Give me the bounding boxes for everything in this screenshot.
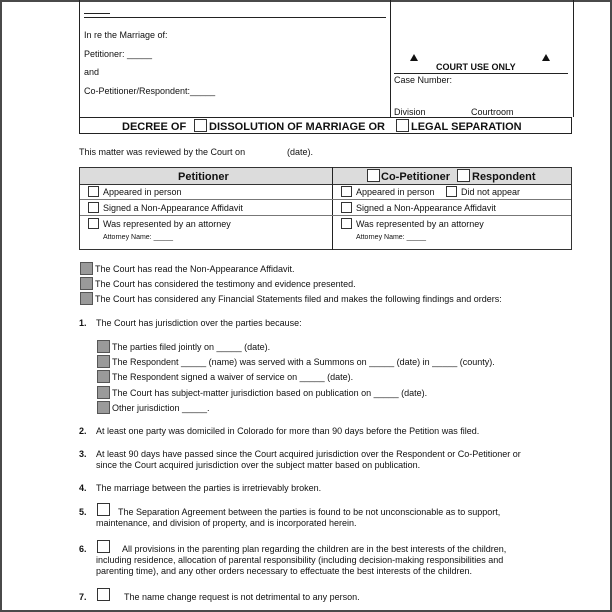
title-part3: LEGAL SEPARATION [411, 121, 522, 133]
respondent-affidavit-checkbox[interactable] [341, 202, 352, 213]
jurisdiction-other-checkbox[interactable] [97, 401, 110, 414]
co-petitioner-header: Co-Petitioner [381, 171, 451, 183]
division-label: Division [394, 107, 426, 117]
court-use-line [394, 73, 568, 74]
dissolution-checkbox[interactable] [194, 119, 207, 132]
item-6-text-line2: including residence, allocation of parental responsibility (including decision-making responsibilities and [96, 555, 504, 565]
item-6-text-line3: parenting time), and any other orders necessary to effectuate the best interests of the children. [96, 566, 473, 576]
respondent-header: Respondent [472, 171, 536, 183]
consider-testimony-checkbox[interactable] [80, 277, 93, 290]
jurisdiction-served-label: The Respondent _____ (name) was served with a Summons on _____ (date) in _____ (county). [112, 357, 495, 367]
reviewed-text: This matter was reviewed by the Court on [79, 147, 246, 157]
petitioner-affidavit-label: Signed a Non-Appearance Affidavit [103, 203, 243, 213]
item-5-number: 5. [79, 507, 87, 517]
item-4-number: 4. [79, 483, 87, 493]
reviewed-date: (date). [287, 147, 314, 157]
jurisdiction-publication-label: The Court has subject-matter jurisdiction based on publication on _____ (date). [112, 388, 428, 398]
separation-agreement-checkbox[interactable] [97, 503, 110, 516]
petitioner-attorney-label: Was represented by an attorney [103, 219, 231, 229]
item-3-text-line2: since the Court acquired jurisdiction over the subject matter based on publication. [96, 460, 421, 470]
co-petitioner-checkbox[interactable] [367, 169, 380, 182]
jurisdiction-waiver-label: The Respondent signed a waiver of service on _____ (date). [112, 372, 354, 382]
item-3-number: 3. [79, 449, 87, 459]
item-6-text-line1: All provisions in the parenting plan regarding the children are in the best interests of the children, [122, 544, 507, 554]
item-2-text: At least one party was domiciled in Colorado for more than 90 days before the Petition was filed. [96, 426, 480, 436]
title-part2: DISSOLUTION OF MARRIAGE OR [209, 121, 385, 133]
name-change-checkbox[interactable] [97, 588, 110, 601]
and-label: and [84, 67, 100, 77]
respondent-attorney-label: Was represented by an attorney [356, 219, 484, 229]
left-triangle-icon [410, 54, 418, 61]
consider-financial-label: The Court has considered any Financial Statements filed and makes the following findings and orders: [95, 294, 502, 304]
petitioner-header: Petitioner [178, 171, 229, 183]
title-part1: DECREE OF [122, 121, 187, 133]
jurisdiction-waiver-checkbox[interactable] [97, 370, 110, 383]
court-use-only-label: COURT USE ONLY [436, 62, 516, 72]
item-2-number: 2. [79, 426, 87, 436]
item-7-number: 7. [79, 592, 87, 602]
respondent-attorney-name: Attorney Name: _____ [356, 234, 427, 241]
item-7-text: The name change request is not detrimental to any person. [124, 592, 360, 602]
consider-affidavit-checkbox[interactable] [80, 262, 93, 275]
legal-separation-checkbox[interactable] [396, 119, 409, 132]
jurisdiction-publication-checkbox[interactable] [97, 386, 110, 399]
row-line-1 [80, 199, 571, 200]
party-table-divider [332, 167, 333, 250]
item-3-text-line1: At least 90 days have passed since the Court acquired jurisdiction over the Respondent or Co-Petitioner or [96, 449, 521, 459]
consider-affidavit-label: The Court has read the Non-Appearance Affidavit. [95, 264, 295, 274]
courtroom-label: Courtroom [471, 107, 514, 117]
consider-financial-checkbox[interactable] [80, 292, 93, 305]
row-line-2 [80, 215, 571, 216]
petitioner-appeared-checkbox[interactable] [88, 186, 99, 197]
in-re-label: In re the Marriage of: [84, 30, 168, 40]
item-1-text: The Court has jurisdiction over the parties because: [96, 318, 302, 328]
right-triangle-icon [542, 54, 550, 61]
jurisdiction-joint-checkbox[interactable] [97, 340, 110, 353]
respondent-appeared-label: Appeared in person [356, 187, 435, 197]
co-petitioner-label: Co-Petitioner/Respondent:_____ [84, 86, 216, 96]
case-number-label: Case Number: [394, 75, 453, 85]
petitioner-affidavit-checkbox[interactable] [88, 202, 99, 213]
respondent-checkbox[interactable] [457, 169, 470, 182]
jurisdiction-other-label: Other jurisdiction _____. [112, 403, 210, 413]
jurisdiction-served-checkbox[interactable] [97, 355, 110, 368]
item-5-text-line1: The Separation Agreement between the parties is found to be not unconscionable as to support, [118, 507, 501, 517]
did-not-appear-checkbox[interactable] [446, 186, 457, 197]
petitioner-attorney-name: Attorney Name: _____ [103, 234, 174, 241]
respondent-affidavit-label: Signed a Non-Appearance Affidavit [356, 203, 496, 213]
parenting-plan-checkbox[interactable] [97, 540, 110, 553]
petitioner-appeared-label: Appeared in person [103, 187, 182, 197]
jurisdiction-joint-label: The parties filed jointly on _____ (date). [112, 342, 271, 352]
short-blank-line [84, 13, 110, 14]
consider-testimony-label: The Court has considered the testimony and evidence presented. [95, 279, 356, 289]
item-5-text-line2: maintenance, and division of property, and is incorporated herein. [96, 518, 357, 528]
item-1-number: 1. [79, 318, 87, 328]
item-6-number: 6. [79, 544, 87, 554]
petitioner-label: Petitioner: _____ [84, 49, 153, 59]
respondent-attorney-checkbox[interactable] [341, 218, 352, 229]
respondent-appeared-checkbox[interactable] [341, 186, 352, 197]
petitioner-attorney-checkbox[interactable] [88, 218, 99, 229]
caption-top-line [84, 17, 386, 18]
item-4-text: The marriage between the parties is irretrievably broken. [96, 483, 322, 493]
did-not-appear-label: Did not appear [461, 187, 521, 197]
